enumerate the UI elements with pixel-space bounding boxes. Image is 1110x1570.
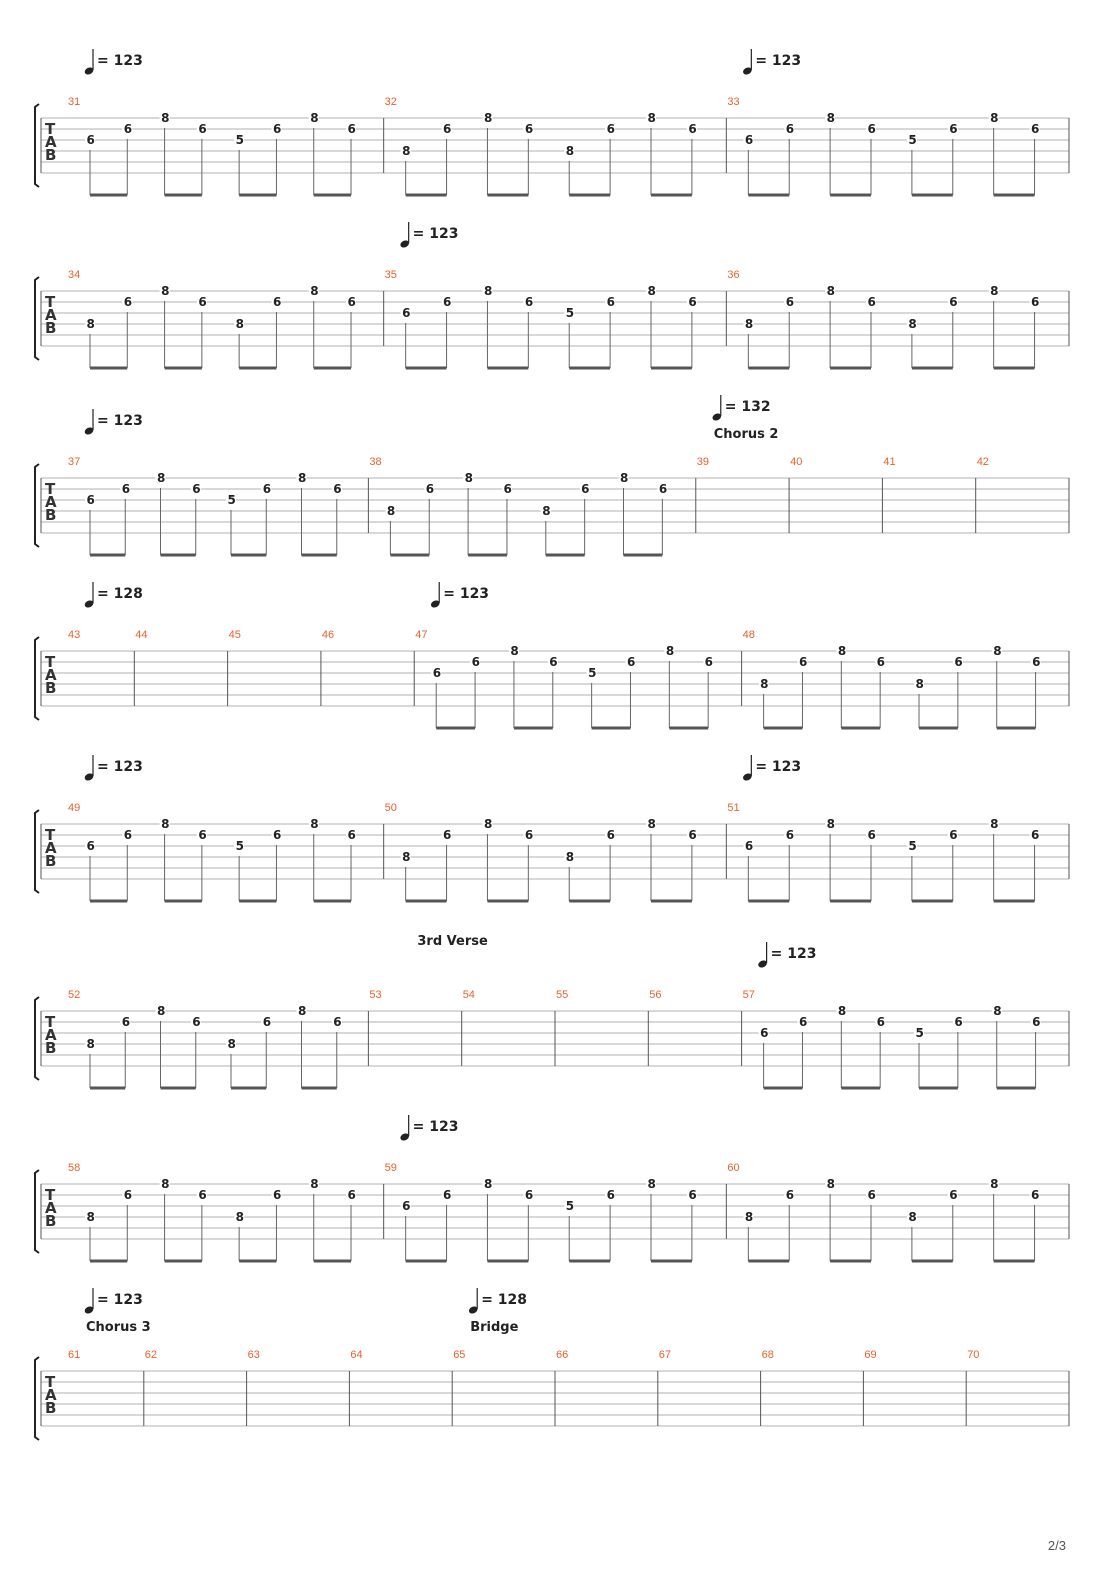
fret-number: 6: [876, 1015, 886, 1029]
fret-number: 6: [402, 306, 411, 320]
fret-number: 8: [908, 1210, 917, 1224]
measure-number: 48: [742, 629, 755, 641]
measure-number: 61: [68, 1349, 81, 1361]
fret-number: 6: [503, 482, 512, 496]
fret-number: 8: [647, 1177, 656, 1191]
fret-number: 6: [123, 1188, 133, 1202]
fret-number: 6: [688, 1188, 697, 1202]
tab-clef-letter: T: [45, 653, 56, 671]
fret-number: 8: [402, 144, 411, 158]
fret-number: 6: [86, 493, 95, 507]
fret-number: 8: [310, 1177, 319, 1191]
tempo-marking: [84, 1288, 143, 1315]
fret-number: 6: [272, 828, 282, 842]
measure-number: 36: [727, 269, 740, 281]
tab-system: [35, 934, 1069, 1088]
tempo-value: = 123: [412, 226, 459, 242]
measure-number: 57: [742, 989, 755, 1001]
fret-number: 8: [647, 817, 656, 831]
fret-number: 6: [333, 1015, 342, 1029]
fret-number: 6: [1031, 122, 1040, 136]
fret-number: 6: [798, 655, 808, 669]
fret-number: 8: [483, 284, 493, 298]
measure-number: 41: [883, 456, 896, 468]
fret-number: 8: [915, 677, 924, 691]
fret-number: 6: [606, 122, 615, 136]
fret-number: 6: [954, 1015, 963, 1029]
fret-number: 8: [483, 1177, 493, 1191]
tempo-value: = 123: [97, 413, 143, 429]
fret-number: 6: [949, 828, 958, 842]
tempo-marking: [468, 1288, 527, 1315]
measure-number: 68: [761, 1349, 774, 1361]
fret-number: 6: [1031, 295, 1040, 309]
fret-number: 6: [1032, 655, 1041, 669]
tab-clef-letter: T: [45, 826, 56, 844]
fret-number: 8: [310, 817, 319, 831]
fret-number: 6: [347, 295, 356, 309]
fret-number: 6: [798, 1015, 808, 1029]
tempo-marking: [399, 222, 458, 249]
measure-number: 32: [384, 96, 397, 108]
fret-number: 6: [524, 828, 534, 842]
fret-number: 6: [123, 295, 133, 309]
measure-number: 65: [453, 1349, 466, 1361]
fret-number: 6: [626, 655, 636, 669]
fret-number: 8: [161, 1177, 170, 1191]
measure-number: 31: [68, 96, 81, 108]
tab-clef-letter: T: [45, 1013, 56, 1031]
tempo-value: = 123: [97, 759, 143, 775]
fret-number: 8: [386, 504, 396, 518]
fret-number: 6: [524, 1188, 534, 1202]
measure-number: 69: [864, 1349, 877, 1361]
fret-number: 6: [785, 295, 795, 309]
tab-clef-letter: A: [45, 306, 57, 324]
tempo-marking: [430, 582, 489, 609]
fret-number: 6: [198, 1188, 207, 1202]
fret-number: 8: [665, 644, 675, 658]
fret-number: 8: [298, 471, 307, 485]
tempo-value: = 123: [443, 586, 490, 602]
tab-clef-letter: A: [45, 493, 57, 511]
page-number: 2/3: [1047, 1538, 1066, 1553]
fret-number: 6: [949, 1188, 958, 1202]
system-bracket: [35, 1170, 39, 1253]
measure-number: 33: [727, 96, 740, 108]
fret-number: 8: [990, 817, 999, 831]
fret-number: 5: [227, 493, 236, 507]
fret-number: 6: [524, 122, 534, 136]
tab-clef-letter: A: [45, 133, 57, 151]
fret-number: 6: [443, 828, 452, 842]
fret-number: 8: [837, 644, 847, 658]
fret-number: 8: [760, 677, 769, 691]
fret-number: 5: [235, 839, 245, 853]
tempo-marking: [84, 582, 143, 609]
fret-number: 5: [908, 839, 917, 853]
fret-number: 6: [785, 122, 795, 136]
tempo-marking: [84, 409, 143, 436]
fret-number: 6: [867, 122, 876, 136]
measure-number: 45: [228, 629, 241, 641]
measure-number: 44: [135, 629, 148, 641]
tempo-value: = 123: [755, 53, 802, 69]
section-label: Bridge: [470, 1320, 519, 1335]
fret-number: 8: [837, 1004, 847, 1018]
tab-system: [35, 1288, 1069, 1440]
measure-number: 64: [350, 1349, 363, 1361]
tempo-value: = 123: [755, 759, 802, 775]
fret-number: 8: [235, 1210, 245, 1224]
fret-number: 6: [688, 122, 697, 136]
fret-number: 8: [908, 317, 917, 331]
fret-number: 8: [826, 284, 835, 298]
fret-number: 6: [443, 122, 452, 136]
fret-number: 6: [606, 828, 615, 842]
fret-number: 6: [704, 655, 714, 669]
tempo-marking: [84, 49, 143, 76]
fret-number: 8: [483, 817, 493, 831]
tab-clef-letter: A: [45, 1199, 57, 1217]
fret-number: 6: [262, 482, 272, 496]
measure-number: 49: [68, 802, 81, 814]
fret-number: 6: [86, 133, 95, 147]
fret-number: 8: [298, 1004, 307, 1018]
tab-clef-letter: B: [45, 679, 57, 697]
tab-clef-letter: A: [45, 1386, 57, 1404]
fret-number: 8: [565, 144, 575, 158]
fret-number: 6: [867, 1188, 876, 1202]
measure-number: 60: [727, 1162, 740, 1174]
system-bracket: [35, 637, 39, 720]
fret-number: 6: [347, 122, 356, 136]
fret-number: 6: [402, 1199, 411, 1213]
measure-number: 55: [556, 989, 569, 1001]
system-bracket: [35, 1357, 39, 1440]
tempo-marking: [742, 755, 801, 782]
fret-number: 6: [954, 655, 963, 669]
fret-number: 6: [867, 295, 876, 309]
fret-number: 8: [990, 111, 999, 125]
fret-number: 8: [744, 317, 754, 331]
fret-number: 8: [647, 111, 656, 125]
tempo-marking: [711, 395, 770, 422]
fret-number: 8: [990, 284, 999, 298]
tab-clef-letter: B: [45, 319, 57, 337]
fret-number: 8: [86, 1037, 95, 1051]
section-label: Chorus 3: [86, 1320, 151, 1335]
fret-number: 6: [744, 839, 754, 853]
fret-number: 6: [198, 295, 207, 309]
fret-number: 8: [647, 284, 656, 298]
system-bracket: [35, 464, 39, 547]
fret-number: 8: [619, 471, 629, 485]
fret-number: 6: [744, 133, 754, 147]
fret-number: 6: [272, 295, 282, 309]
section-label: 3rd Verse: [417, 934, 488, 949]
tab-clef-letter: B: [45, 1039, 57, 1057]
fret-number: 6: [606, 1188, 615, 1202]
tab-clef-letter: B: [45, 1399, 57, 1417]
fret-number: 8: [86, 1210, 95, 1224]
fret-number: 8: [161, 817, 170, 831]
fret-number: 6: [347, 828, 356, 842]
system-bracket: [35, 104, 39, 187]
tempo-value: = 123: [97, 53, 143, 69]
measure-number: 43: [68, 629, 81, 641]
fret-number: 8: [565, 850, 575, 864]
fret-number: 6: [785, 828, 795, 842]
tempo-marking: [84, 755, 143, 782]
fret-number: 6: [123, 828, 133, 842]
fret-number: 5: [908, 133, 917, 147]
measure-number: 53: [369, 989, 382, 1001]
fret-number: 6: [86, 839, 95, 853]
tab-clef-letter: B: [45, 506, 57, 524]
system-bracket: [35, 997, 39, 1080]
measure-number: 37: [68, 456, 81, 468]
fret-number: 6: [606, 295, 615, 309]
fret-number: 6: [1031, 1188, 1040, 1202]
fret-number: 6: [347, 1188, 356, 1202]
fret-number: 6: [549, 655, 558, 669]
fret-number: 6: [272, 1188, 282, 1202]
tab-system: [35, 582, 1069, 728]
measure-number: 56: [649, 989, 662, 1001]
fret-number: 6: [1031, 828, 1040, 842]
tab-clef-letter: A: [45, 1026, 57, 1044]
tempo-value: = 132: [724, 399, 771, 415]
tab-system: [35, 395, 1069, 555]
fret-number: 6: [688, 295, 697, 309]
fret-number: 6: [198, 828, 207, 842]
fret-number: 6: [432, 666, 442, 680]
fret-number: 8: [86, 317, 95, 331]
fret-number: 6: [760, 1026, 769, 1040]
fret-number: 8: [227, 1037, 236, 1051]
fret-number: 6: [333, 482, 342, 496]
fret-number: 6: [443, 1188, 452, 1202]
fret-number: 6: [192, 482, 201, 496]
tab-clef-letter: B: [45, 852, 57, 870]
fret-number: 8: [161, 284, 170, 298]
fret-number: 5: [235, 133, 245, 147]
tab-system: [35, 755, 1069, 901]
tempo-value: = 123: [412, 1119, 459, 1135]
tab-system: [35, 222, 1069, 368]
measure-number: 38: [369, 456, 382, 468]
fret-number: 8: [483, 111, 493, 125]
measure-number: 62: [144, 1349, 158, 1361]
tempo-value: = 123: [770, 946, 817, 962]
tab-clef-letter: T: [45, 1373, 56, 1391]
tempo-value: = 123: [97, 1292, 143, 1308]
fret-number: 6: [1032, 1015, 1041, 1029]
fret-number: 6: [688, 828, 697, 842]
fret-number: 8: [542, 504, 551, 518]
fret-number: 6: [658, 482, 668, 496]
tab-clef-letter: T: [45, 1186, 56, 1204]
measure-number: 59: [384, 1162, 397, 1174]
fret-number: 8: [464, 471, 473, 485]
fret-number: 6: [949, 295, 958, 309]
fret-number: 6: [121, 1015, 131, 1029]
measure-number: 54: [462, 989, 475, 1001]
measure-number: 42: [976, 456, 989, 468]
fret-number: 6: [198, 122, 207, 136]
system-bracket: [35, 810, 39, 893]
fret-number: 6: [785, 1188, 795, 1202]
fret-number: 8: [402, 850, 411, 864]
fret-number: 6: [121, 482, 131, 496]
fret-number: 6: [443, 295, 452, 309]
measure-number: 40: [790, 456, 803, 468]
fret-number: 6: [949, 122, 958, 136]
tab-clef-letter: T: [45, 480, 56, 498]
measure-number: 67: [658, 1349, 672, 1361]
measure-number: 66: [556, 1349, 569, 1361]
fret-number: 8: [235, 317, 245, 331]
tab-clef-letter: T: [45, 293, 56, 311]
tempo-value: = 128: [481, 1292, 528, 1308]
measure-number: 46: [321, 629, 335, 641]
fret-number: 8: [990, 1177, 999, 1191]
fret-number: 6: [192, 1015, 201, 1029]
fret-number: 8: [993, 644, 1002, 658]
tempo-value: = 128: [97, 586, 143, 602]
tab-system: [35, 49, 1069, 195]
fret-number: 5: [565, 1199, 575, 1213]
section-label: Chorus 2: [713, 427, 779, 442]
measure-number: 51: [727, 802, 740, 814]
tab-clef-letter: A: [45, 666, 57, 684]
fret-number: 8: [826, 111, 835, 125]
fret-number: 5: [588, 666, 597, 680]
fret-number: 8: [310, 284, 319, 298]
fret-number: 8: [310, 111, 319, 125]
tab-system: [35, 1115, 1069, 1261]
fret-number: 8: [744, 1210, 754, 1224]
tab-clef-letter: B: [45, 146, 57, 164]
measure-number: 34: [68, 269, 81, 281]
fret-number: 6: [876, 655, 886, 669]
measure-number: 63: [247, 1349, 260, 1361]
fret-number: 8: [157, 1004, 166, 1018]
measure-number: 35: [384, 269, 397, 281]
fret-number: 6: [867, 828, 876, 842]
fret-number: 6: [425, 482, 435, 496]
tempo-marking: [399, 1115, 458, 1142]
measure-number: 58: [68, 1162, 81, 1174]
system-bracket: [35, 277, 39, 360]
fret-number: 8: [826, 1177, 835, 1191]
fret-number: 5: [565, 306, 575, 320]
fret-number: 6: [262, 1015, 272, 1029]
fret-number: 8: [993, 1004, 1002, 1018]
fret-number: 5: [915, 1026, 924, 1040]
tempo-marking: [757, 942, 816, 969]
measure-number: 39: [696, 456, 710, 468]
fret-number: 8: [510, 644, 519, 658]
fret-number: 6: [524, 295, 534, 309]
fret-number: 6: [471, 655, 480, 669]
measure-number: 47: [415, 629, 428, 641]
fret-number: 6: [123, 122, 133, 136]
fret-number: 8: [826, 817, 835, 831]
measure-number: 52: [68, 989, 81, 1001]
fret-number: 8: [157, 471, 166, 485]
fret-number: 8: [161, 111, 170, 125]
fret-number: 6: [581, 482, 590, 496]
fret-number: 6: [272, 122, 282, 136]
tab-clef-letter: B: [45, 1212, 57, 1230]
tempo-marking: [742, 49, 801, 76]
tab-clef-letter: A: [45, 839, 57, 857]
measure-number: 50: [384, 802, 397, 814]
measure-number: 70: [967, 1349, 980, 1361]
tab-clef-letter: T: [45, 120, 56, 138]
